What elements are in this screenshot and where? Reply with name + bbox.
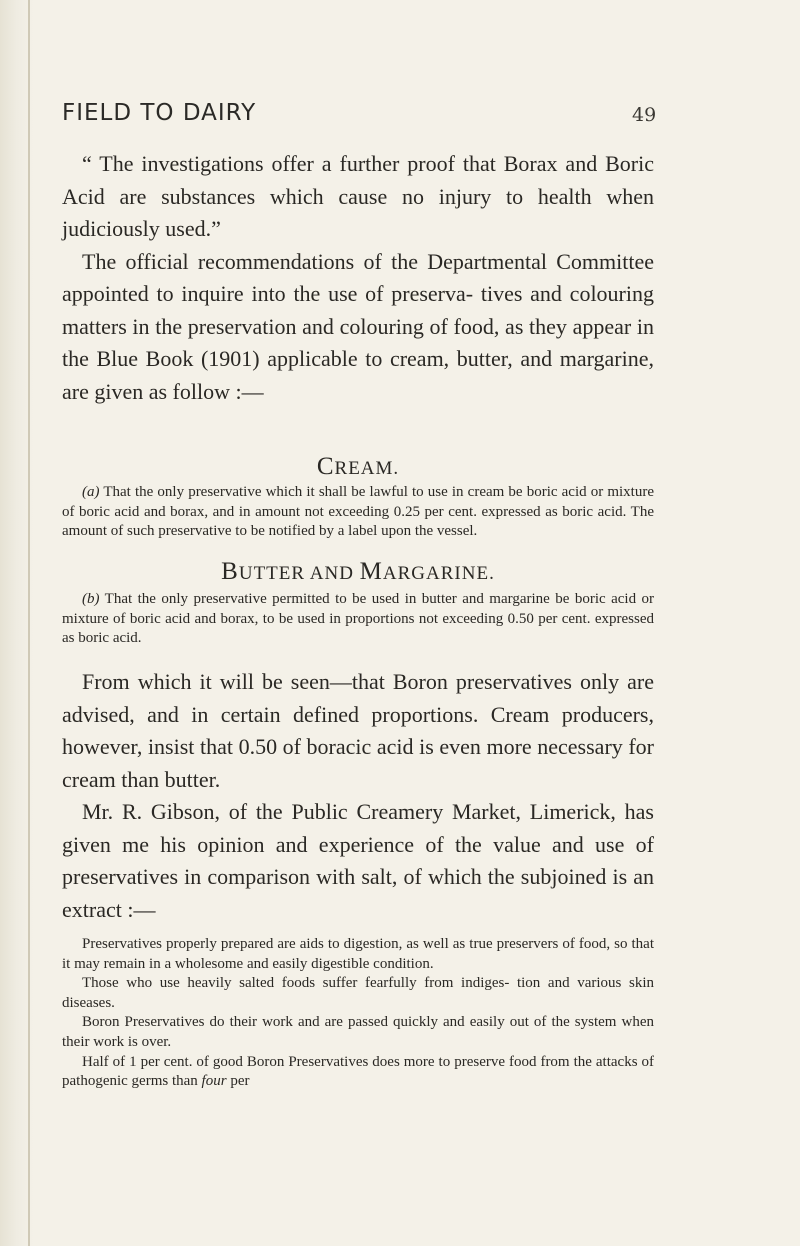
gibson-paragraph: Mr. R. Gibson, of the Public Creamery Market, Limerick, has given me his opinion and experience of the value and use of preservatives in comparison with salt, of which the subjoined is an extract :— — [62, 799, 654, 922]
cream-rule-block — [62, 483, 654, 542]
extract-4-end: per — [230, 1073, 250, 1090]
extract-paragraph-3: Boron Preservatives do their work and are passed quickly and easily out of the system when their work is over. — [62, 1014, 654, 1050]
cream-heading-block — [62, 453, 654, 481]
cream-rule — [62, 483, 654, 542]
cream-heading-rest: REAM. — [334, 458, 400, 479]
cream-heading-initial: C — [316, 453, 335, 480]
extract-paragraph-2: Those who use heavily salted foods suffer fearfully from indiges- tion and various skin diseases. — [62, 975, 654, 1011]
butter-heading-rest-1: UTTER AND — [238, 563, 360, 584]
butter-rule-label: (b) — [82, 591, 100, 607]
extract-paragraph-4 — [62, 1053, 654, 1092]
butter-heading-initial-2: M — [359, 558, 383, 585]
discussion-block — [62, 666, 654, 926]
extract-paragraph-1: Preservatives properly prepared are aids to digestion, as well as true preservers of food, so that it may remain in a wholesome and easily digestible condition. — [62, 936, 654, 972]
butter-heading-rest-2: ARGARINE. — [382, 563, 495, 584]
extract-4-emphasis: four — [201, 1073, 227, 1090]
recommendations-paragraph: The official recommendations of the Departmental Committee appointed to inquire into the use of preserva- tives and colouring matters in the preservation and colouring of food, as they appear in the Blue Book (1901) applicable to cream, butter, and margarine, are given as follow :— — [62, 248, 654, 404]
cream-rule-label: (a) — [82, 484, 100, 500]
butter-rule — [62, 590, 654, 649]
quote-paragraph: “ The investigations offer a further proof that Borax and Boric Acid are substances which cause no injury to health when judiciously used.” — [62, 151, 654, 241]
butter-rule-text: That the only preservative permitted to be used in butter and margarine be boric acid or mixture of boric acid and borax, to be used in proportions not exceeding 0.50 per cent. expressed as boric acid. — [62, 591, 655, 647]
running-head: FIELD TO DAIRY — [62, 100, 257, 126]
butter-rule-block — [62, 590, 654, 649]
cream-heading — [62, 453, 654, 481]
extract-4-start: Half of 1 per cent. of good Boron Preservatives does more to preserve food from the attacks of pathogenic germs than — [62, 1053, 654, 1090]
butter-heading-initial-1: B — [221, 558, 239, 585]
boron-paragraph: From which it will be seen—that Boron preservatives only are advised, and in certain defined proportions. Cream producers, however, insist that 0.50 of boracic acid is even more necessary for cream than butter. — [62, 669, 654, 792]
intro-block — [62, 148, 654, 408]
page-number: 49 — [632, 104, 657, 126]
cream-rule-text: That the only preservative which it shall be lawful to use in cream be boric acid or mixture of boric acid and borax, and in amount not exceeding 0.25 per cent. expressed as boric acid. The amount of such preservative to be notified by a label upon the vessel. — [62, 484, 655, 540]
butter-heading-block — [62, 558, 654, 586]
butter-heading — [62, 558, 654, 586]
gutter-line — [28, 0, 30, 1246]
extract-block — [62, 935, 654, 1092]
